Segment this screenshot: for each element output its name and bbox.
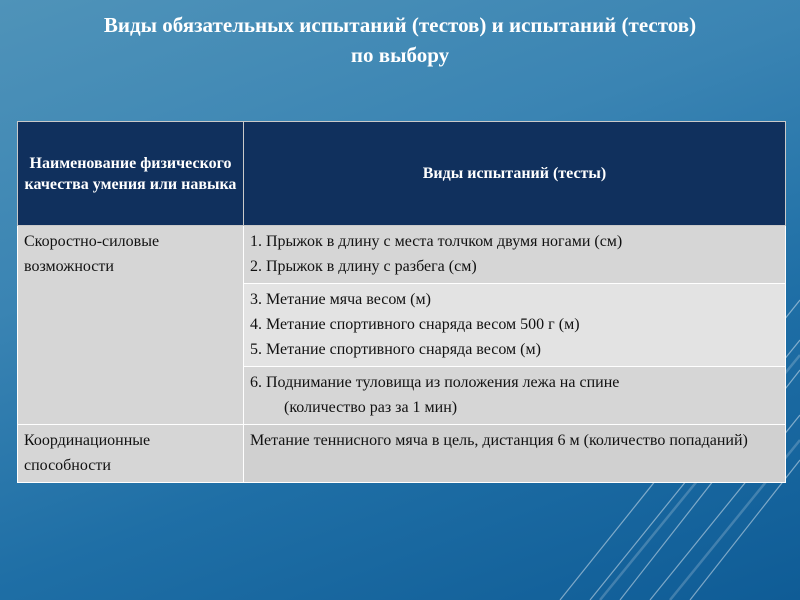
test-item-5: 5. Метание спортивного снаряда весом (м): [250, 341, 541, 358]
quality-cell-speed-strength: Скоростно-силовые возможности: [18, 226, 244, 425]
tests-cell-group-2: [244, 284, 786, 367]
tests-table: [17, 121, 786, 483]
table-header-row: [18, 122, 786, 226]
table-row: [18, 425, 786, 483]
test-item-3: 3. Метание мяча весом (м): [250, 291, 431, 308]
test-item-6-unit: (количество раз за 1 мин): [284, 399, 458, 416]
slide-title-line-1: Виды обязательных испытаний (тестов) и испытаний (тестов): [103, 13, 697, 37]
test-item-2: 2. Прыжок в длину с разбега (см): [250, 258, 477, 275]
table-row: [18, 226, 786, 284]
quality-cell-coordination: Координационные способности: [18, 425, 244, 483]
slide-title: [20, 10, 780, 70]
tests-cell-coordination: Метание теннисного мяча в цель, дистанция 6 м (количество попаданий): [244, 425, 786, 483]
slide-title-line-2: по выбору: [350, 43, 450, 67]
header-quality: Наименование физического качества умения или навыка: [18, 122, 244, 226]
test-item-6: 6. Поднимание туловища из положения лежа на спине: [250, 374, 620, 391]
test-item-1: 1. Прыжок в длину с места толчком двумя ногами (см): [250, 233, 623, 250]
tests-cell-group-1: [244, 226, 786, 284]
test-item-4: 4. Метание спортивного снаряда весом 500 г (м): [250, 316, 580, 333]
header-tests: Виды испытаний (тесты): [244, 122, 786, 226]
tests-cell-group-3: [244, 367, 786, 425]
